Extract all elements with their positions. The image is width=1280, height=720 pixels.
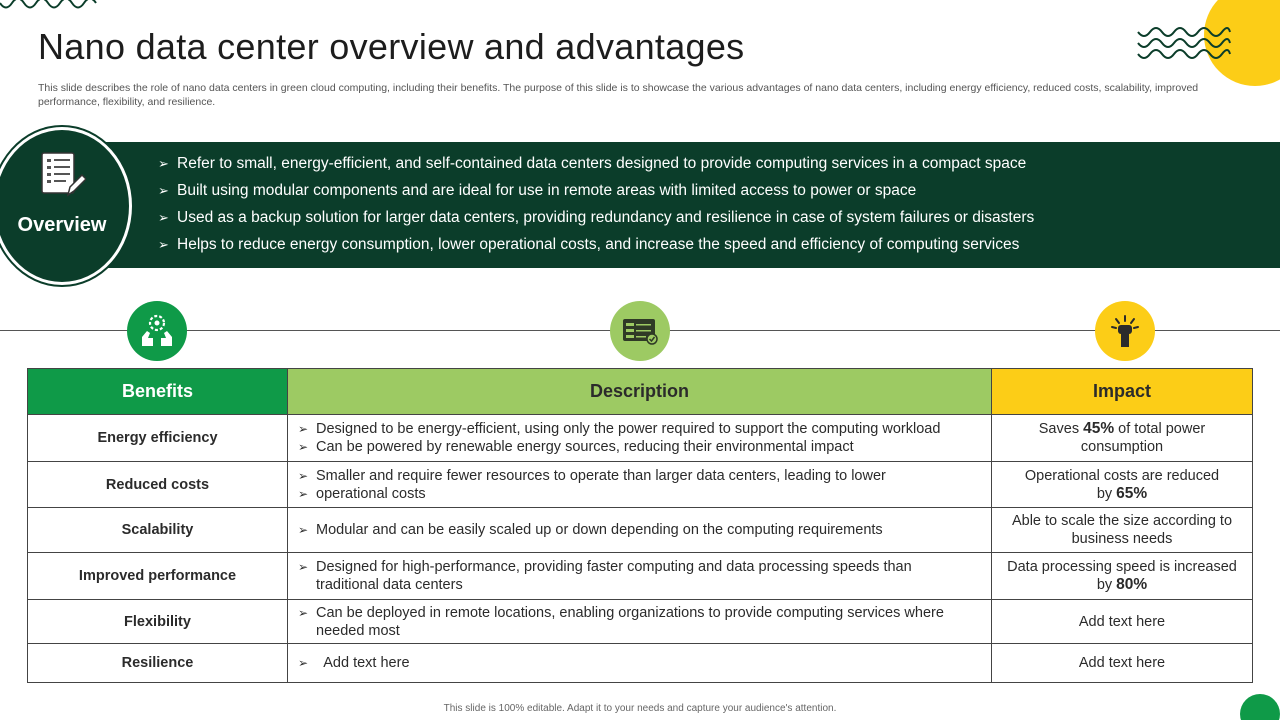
table-row (28, 553, 1253, 600)
benefits-badge (127, 301, 187, 361)
description-cell (288, 553, 992, 600)
description-line: ➢ Designed to be energy-efficient, using only the power required to support the computing workload (298, 421, 941, 437)
benefit-cell: Reduced costs (28, 462, 288, 508)
header-benefits: Benefits (28, 369, 288, 415)
description-line: ➢ Designed for high-performance, providing faster computing and data processing speeds than (298, 559, 912, 575)
table-row (28, 508, 1253, 553)
description-cell (288, 415, 992, 462)
arrow-bullet-icon: ➢ (298, 605, 309, 620)
overview-list (158, 153, 1034, 261)
arrow-bullet-icon: ➢ (298, 422, 309, 436)
overview-item: ➢ Refer to small, energy-efficient, and self-contained data centers designed to provide computing services in a compact space (158, 153, 1034, 180)
description-line: traditional data centers (316, 577, 463, 593)
page-subtitle: This slide describes the role of nano data centers in green cloud computing, including their benefits. The purpose of this slide is to showcase the various advantages of nano data centers, including energy efficiency, reduced costs, scalability, improved performance, flexibility, and resilience. (38, 82, 1199, 108)
impact-cell: Add text here (992, 600, 1253, 644)
arrow-bullet-icon: ➢ (158, 237, 169, 252)
arrow-bullet-icon: ➢ (298, 468, 309, 483)
impact-value: 65% (1116, 484, 1148, 502)
benefit-cell: Resilience (28, 644, 288, 683)
footer-note: This slide is 100% editable. Adapt it to your needs and capture your audience's attention. (443, 703, 837, 714)
description-cell (288, 600, 992, 644)
impact-badge (1095, 301, 1155, 361)
decorative-wave-icon (0, 0, 100, 14)
header-description: Description (288, 369, 992, 415)
description-line: ➢ Add text here (298, 655, 410, 671)
arrow-bullet-icon: ➢ (158, 210, 169, 225)
impact-cell: Operational costs are reduced by 65% (992, 462, 1253, 508)
description-line: ➢ Smaller and require fewer resources to operate than larger data centers, leading to lower (298, 467, 886, 484)
description-line: ➢ Can be powered by renewable energy sources, reducing their environmental impact (298, 439, 854, 455)
table-row (28, 600, 1253, 644)
page-title: Nano data center overview and advantages (38, 26, 745, 67)
arrow-bullet-icon: ➢ (298, 486, 309, 501)
overview-item: ➢ Built using modular components and are ideal for use in remote areas with limited access to power or space (158, 180, 1034, 207)
overview-label: Overview (17, 214, 107, 236)
table-row (28, 644, 1253, 683)
impact-cell: Add text here (992, 644, 1253, 683)
description-cell (288, 508, 992, 553)
benefit-cell: Scalability (28, 508, 288, 553)
impact-cell: Able to scale the size according to business needs (992, 508, 1253, 553)
description-line: needed most (316, 622, 400, 639)
arrow-bullet-icon: ➢ (298, 523, 309, 537)
arrow-bullet-icon: ➢ (298, 656, 309, 670)
description-line: ➢ operational costs (298, 485, 426, 502)
table-row (28, 462, 1253, 508)
table-header-row (28, 369, 1253, 415)
power-fist-icon (1107, 313, 1143, 349)
table-row (28, 415, 1253, 462)
description-cell (288, 462, 992, 508)
overview-item: ➢ Used as a backup solution for larger data centers, providing redundancy and resilience in case of system failures or disasters (158, 207, 1034, 234)
hands-gear-icon (139, 313, 175, 349)
description-line: ➢ Modular and can be easily scaled up or down depending on the computing requirements (298, 522, 883, 538)
document-edit-icon (40, 151, 86, 199)
description-badge (610, 301, 670, 361)
benefit-cell: Energy efficiency (28, 415, 288, 462)
description-cell (288, 644, 992, 683)
impact-value: 45% (1083, 420, 1115, 437)
arrow-bullet-icon: ➢ (298, 560, 309, 574)
arrow-bullet-icon: ➢ (158, 156, 169, 171)
impact-cell: Data processing speed is increased by 80% (992, 553, 1253, 600)
benefits-table (27, 368, 1253, 683)
impact-cell: Saves 45% of total power consumption (992, 415, 1253, 462)
header-impact: Impact (992, 369, 1253, 415)
arrow-bullet-icon: ➢ (298, 440, 309, 454)
description-line: ➢ Can be deployed in remote locations, enabling organizations to provide computing services where (298, 604, 944, 621)
arrow-bullet-icon: ➢ (158, 183, 169, 198)
benefit-cell: Flexibility (28, 600, 288, 644)
overview-item: ➢ Helps to reduce energy consumption, lower operational costs, and increase the speed and efficiency of computing services (158, 234, 1034, 261)
benefit-cell: Improved performance (28, 553, 288, 600)
impact-value: 80% (1116, 576, 1148, 593)
decorative-wave-icon (1136, 26, 1232, 60)
server-rack-icon (621, 316, 659, 346)
